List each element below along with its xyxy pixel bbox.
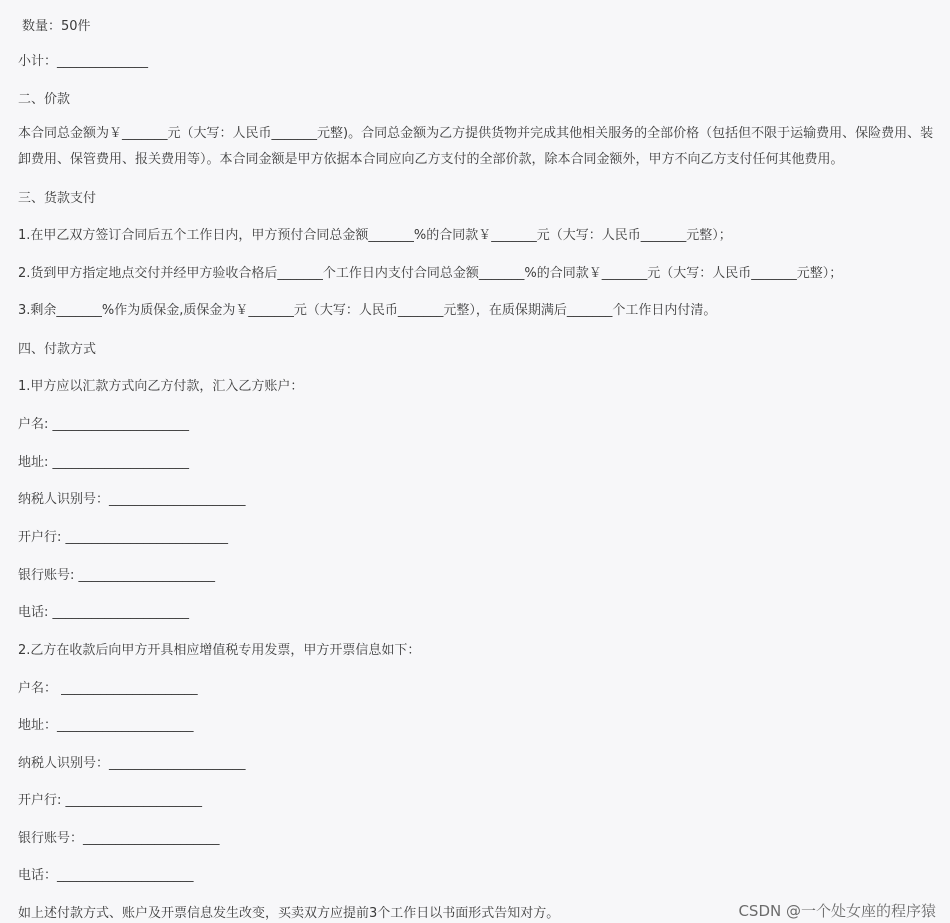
payment-clause-1: 1.在甲乙双方签订合同后五个工作日内，甲方预付合同总金额_______%的合同款￥_______元（大写：人民币_______元整）； (18, 228, 732, 243)
invoice-phone-field: 电话：_____________________ (18, 868, 194, 883)
invoice-tax-id-field: 纳税人识别号：_____________________ (18, 756, 246, 771)
invoice-bank-field: 开户行: _____________________ (18, 793, 203, 808)
account-bank-field: 开户行: _________________________ (18, 530, 229, 545)
invoice-address-field: 地址：_____________________ (18, 718, 194, 733)
section-heading-payment: 三、货款支付 (18, 191, 97, 206)
invoice-name-field: 户名： _____________________ (18, 681, 198, 696)
account-name-field: 户名: _____________________ (18, 417, 190, 432)
account-phone-field: 电话: _____________________ (18, 605, 190, 620)
price-paragraph: 本合同总金额为￥_______元（大写：人民币_______元整)。合同总金额为乙方提供货物并完成其他相关服务的全部价格（包括但不限于运输费用、保险费用、装卸费用、保管费用、报关费用等）。本合同金额是甲方依据本合同应向乙方支付的全部价款，除本合同金额外，甲方不向乙方支付任何其他费用。 (18, 126, 934, 167)
invoice-account-field: 银行账号：_____________________ (18, 831, 220, 846)
subtotal-line: 小计：______________ (18, 54, 149, 69)
account-address-field: 地址: _____________________ (18, 455, 190, 470)
quantity-line: 数量：50件 (22, 19, 91, 34)
method-clause-1: 1.甲方应以汇款方式向乙方付款，汇入乙方账户： (18, 379, 304, 394)
payment-clause-3: 3.剩余_______%作为质保金,质保金为￥_______元（大写：人民币_______元整），在质保期满后_______个工作日内付清。 (18, 303, 717, 318)
section-heading-method: 四、付款方式 (18, 342, 97, 357)
account-number-field: 银行账号: _____________________ (18, 568, 216, 583)
account-tax-id-field: 纳税人识别号：_____________________ (18, 492, 246, 507)
section-heading-price: 二、价款 (18, 92, 71, 107)
method-clause-2: 2.乙方在收款后向甲方开具相应增值税专用发票，甲方开票信息如下： (18, 643, 421, 658)
payment-clause-2: 2.货到甲方指定地点交付并经甲方验收合格后_______个工作日内支付合同总金额_______%的合同款￥_______元（大写：人民币_______元整）； (18, 266, 843, 281)
csdn-watermark: CSDN @一个处女座的程序猿 (738, 902, 936, 920)
change-notice-line: 如上述付款方式、账户及开票信息发生改变，买卖双方应提前3个工作日以书面形式告知对方。 (18, 906, 560, 921)
